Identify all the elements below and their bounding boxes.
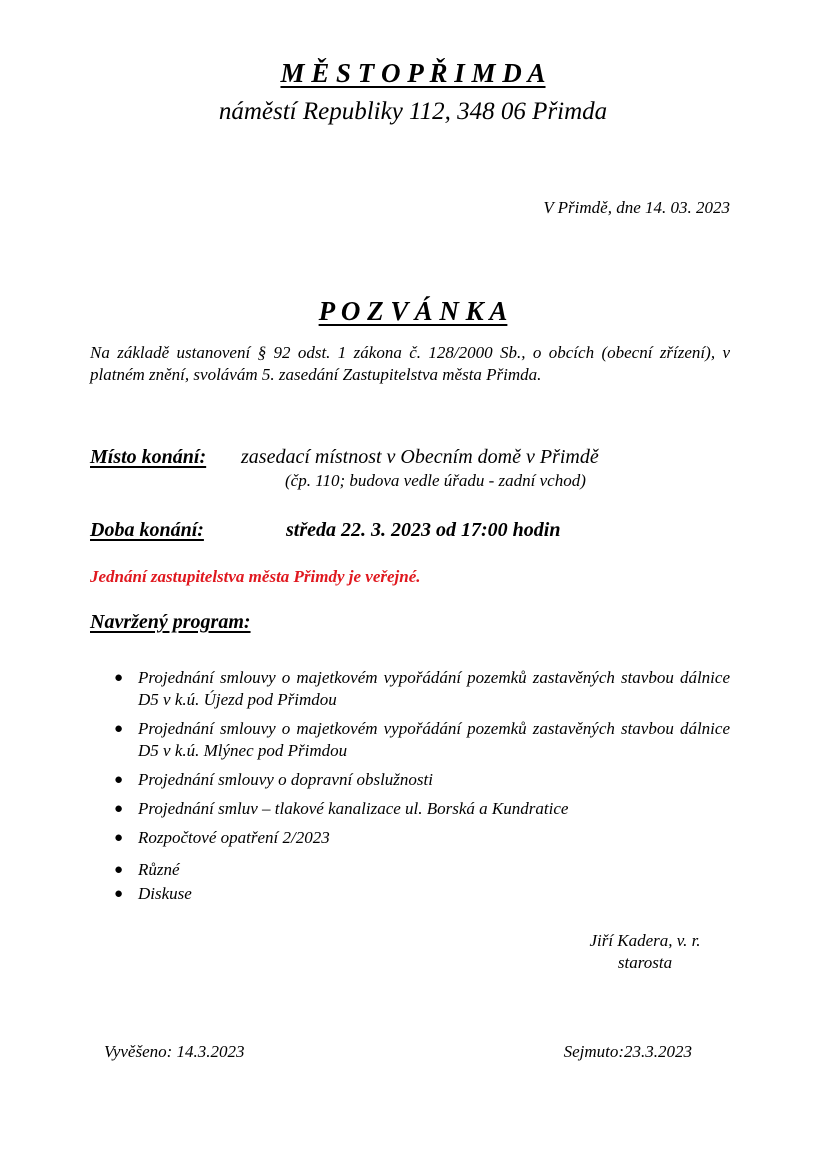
program-item <box>110 827 730 849</box>
venue-detail: (čp. 110; budova vedle úřadu - zadní vchod) <box>285 471 586 490</box>
document-date: V Přimdě, dne 14. 03. 2023 <box>543 198 730 217</box>
bullet-icon: ● <box>114 801 124 817</box>
program-item <box>110 769 730 791</box>
venue-label: Místo konání: <box>90 446 207 468</box>
program-label: Navržený program: <box>90 611 251 633</box>
bullet-icon: ● <box>114 886 124 902</box>
removed-date: Sejmuto:23.3.2023 <box>563 1042 692 1061</box>
town-address: náměstí Republiky 112, 348 06 Přimda <box>218 98 608 125</box>
bullet-icon: ● <box>114 830 124 846</box>
time-value: středa 22. 3. 2023 od 17:00 hodin <box>286 519 561 541</box>
program-item-text: Rozpočtové opatření 2/2023 <box>138 828 330 847</box>
program-item <box>110 883 730 905</box>
signature-block <box>560 930 730 974</box>
bullet-icon: ● <box>114 772 124 788</box>
bullet-icon: ● <box>114 721 124 737</box>
posted-date: Vyvěšeno: 14.3.2023 <box>104 1042 245 1061</box>
program-item-text: Projednání smlouvy o majetkovém vypořádání pozemků zastavěných stavbou dálnice D5 v k.ú. Újezd pod Přimdou <box>138 668 730 709</box>
program-item <box>110 859 730 881</box>
venue-value: zasedací místnost v Obecním domě v Přimdě <box>241 446 599 468</box>
signature-name: Jiří Kadera, v. r. <box>589 931 701 950</box>
program-item-text: Projednání smlouvy o majetkovém vypořádání pozemků zastavěných stavbou dálnice D5 v k.ú. Mlýnec pod Přimdou <box>138 719 730 760</box>
bullet-icon: ● <box>114 862 124 878</box>
program-item-text: Diskuse <box>138 884 192 903</box>
bullet-icon: ● <box>114 670 124 686</box>
program-list <box>110 667 730 907</box>
time-label: Doba konání: <box>90 519 204 541</box>
program-item <box>110 667 730 711</box>
signature-role: starosta <box>617 953 673 972</box>
program-item-text: Různé <box>138 860 180 879</box>
program-item-text: Projednání smluv – tlakové kanalizace ul. Borská a Kundratice <box>138 799 569 818</box>
town-title: M Ě S T O P Ř I M D A <box>280 58 546 88</box>
program-item <box>110 718 730 762</box>
intro-paragraph: Na základě ustanovení § 92 odst. 1 zákona č. 128/2000 Sb., o obcích (obecní zřízení), v platném znění, svolávám 5. zasedání Zastupitelstva města Přimda. <box>90 343 730 384</box>
document-heading: P O Z V Á N K A <box>318 296 508 326</box>
public-meeting-note: Jednání zastupitelstva města Přimdy je veřejné. <box>90 567 421 586</box>
program-item-text: Projednání smlouvy o dopravní obslužnosti <box>138 770 433 789</box>
program-item <box>110 798 730 820</box>
